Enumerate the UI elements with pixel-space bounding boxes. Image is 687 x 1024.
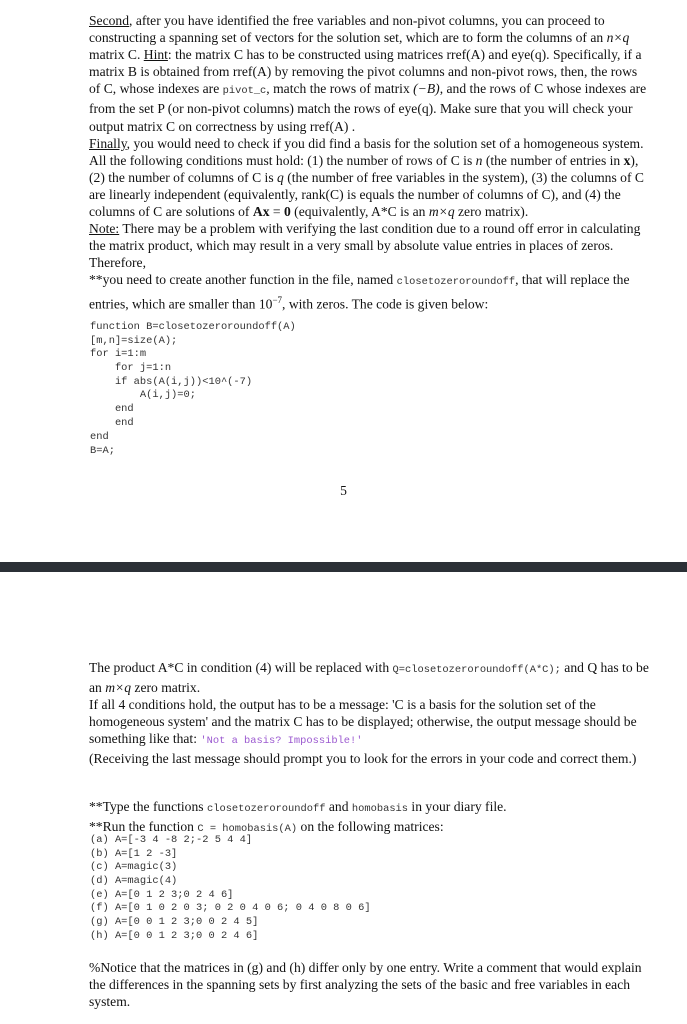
code-fn-name: closetozeroroundoff bbox=[396, 276, 516, 289]
lead-note: Note: bbox=[89, 221, 120, 237]
matrix-item: (c) A=magic(3) bbox=[90, 861, 178, 874]
math-nxq: n×q bbox=[606, 30, 630, 46]
text-span: , you would need to check if you did find a basis for the solution set of a homogeneous system. All the following conditions must hold: (1) the number of rows of C is bbox=[89, 135, 644, 168]
code-line: for j=1:n bbox=[90, 362, 172, 375]
code-line: end bbox=[90, 416, 134, 429]
code-line: end bbox=[90, 403, 134, 416]
matrix-item: (d) A=magic(4) bbox=[90, 875, 178, 888]
instructions-block-1 bbox=[89, 12, 649, 312]
paragraph-type-functions bbox=[89, 798, 649, 818]
math-neg-b: (−B) bbox=[413, 81, 440, 97]
text-span: ), (2) the number of columns of C is bbox=[89, 152, 639, 185]
paragraph-receiving: (Receiving the last message should prompt you to look for the errors in your code and correct them.) bbox=[89, 751, 637, 767]
document-page-2 bbox=[0, 572, 687, 1024]
exponent: −7 bbox=[272, 294, 283, 305]
text-span: **you need to create another function in the file, named bbox=[89, 272, 397, 288]
code-listing-tail bbox=[90, 431, 115, 458]
lead-second: Second bbox=[89, 13, 130, 28]
matrix-item: (g) A=[0 0 1 2 3;0 0 2 4 5] bbox=[90, 916, 259, 929]
code-line: for i=1:m bbox=[90, 348, 147, 361]
code-q-assign: Q=closetozeroroundoff(A*C); bbox=[392, 664, 561, 676]
code-line: function B=closetozeroroundoff(A) bbox=[90, 321, 296, 333]
matrix-item: (e) A=[0 1 2 3;0 2 4 6] bbox=[90, 888, 234, 901]
text-span: zero matrix). bbox=[454, 204, 529, 220]
lead-hint: Hint bbox=[143, 47, 168, 63]
paragraph-product bbox=[89, 659, 649, 696]
math-zero: 0 bbox=[283, 204, 291, 220]
text-span: , that will replace the entries, which are smaller than 10 bbox=[89, 272, 630, 312]
text-span: on the following matrices: bbox=[297, 819, 444, 835]
text-span: (the number of entries in bbox=[482, 152, 624, 168]
code-fn2: homobasis bbox=[351, 803, 409, 815]
math-mxq: m×q bbox=[428, 204, 455, 220]
math-x: x bbox=[623, 152, 631, 168]
matrix-item: (a) A=[-3 4 -8 2;-2 5 4 4] bbox=[90, 834, 253, 846]
code-message: 'Not a basis? Impossible!' bbox=[200, 735, 363, 748]
matrix-item: (b) A=[1 2 -3] bbox=[90, 847, 178, 860]
code-line: A(i,j)=0; bbox=[90, 389, 197, 402]
instructions-block-4 bbox=[89, 959, 649, 1010]
text-span: , after you have identified the free variables and non-pivot columns, you can proceed to constructing a spanning set of vectors for the solution set, which are to form the columns of an bbox=[89, 13, 607, 46]
text-span: **Run the function bbox=[89, 819, 198, 835]
text-span: in your diary file. bbox=[408, 799, 507, 814]
math-n: n bbox=[475, 152, 483, 168]
text-span: = bbox=[269, 204, 284, 220]
text-span: , match the rows of matrix bbox=[266, 81, 414, 97]
code-fn1: closetozeroroundoff bbox=[206, 803, 326, 815]
code-pivot-c: pivot_c bbox=[222, 85, 267, 98]
matrix-item: (f) A=[0 1 0 2 0 3; 0 2 0 4 0 6; 0 4 0 8 0 6] bbox=[90, 902, 371, 915]
page-divider bbox=[0, 562, 687, 572]
paragraph-finally bbox=[89, 135, 649, 220]
text-span: The product A*C in condition (4) will be replaced with bbox=[89, 660, 393, 675]
paragraph-conditions bbox=[89, 696, 649, 750]
lead-finally: Finally bbox=[89, 135, 127, 151]
code-line: [m,n]=size(A); bbox=[90, 334, 178, 347]
paragraph-notice: %Notice that the matrices in (g) and (h) differ only by one entry. Write a comment that would explain the differences in the spanning sets by first analyzing the sets of the basic and free variables in each system. bbox=[89, 960, 642, 1010]
text-span: If all 4 conditions hold, the output has to be a message: 'C is a basis for the solution set of the homogeneous system' and the matrix C has to be displayed; otherwise, the output message should be something like that: bbox=[89, 697, 637, 747]
instructions-block-2 bbox=[89, 659, 649, 768]
paragraph-second bbox=[89, 12, 649, 135]
code-listing bbox=[90, 321, 296, 431]
text-span: : the matrix C has to be constructed using matrices rref(A) and eye(q). Specifically, if a matrix B is obtained from rref(A) by removing the pivot columns and non-pivot rows, then, the rows of C, whose indexes are bbox=[89, 47, 642, 97]
code-homobasis-call: C = homobasis(A) bbox=[197, 823, 298, 836]
matrix-item: (h) A=[0 0 1 2 3;0 0 2 4 6] bbox=[90, 929, 259, 942]
matrix-list bbox=[90, 834, 371, 944]
instructions-block-3 bbox=[89, 798, 649, 838]
text-span: and bbox=[325, 799, 352, 814]
text-span: (the number of free variables in the system), (3) the columns of C are linearly independent (equivalently, rank(C) is equals the number of columns of C), and (4) the columns of C are solutions of bbox=[89, 169, 644, 220]
text-span: (equivalently, A*C is an bbox=[290, 204, 429, 220]
page-number: 5 bbox=[340, 483, 347, 498]
text-span: and Q has to be an bbox=[89, 660, 649, 696]
text-span: , with zeros. The code is given below: bbox=[282, 296, 489, 312]
paragraph-note bbox=[89, 220, 649, 271]
text-span: matrix C. bbox=[89, 47, 144, 63]
math-mxq: m×q bbox=[105, 680, 132, 696]
code-line: if abs(A(i,j))<10^(-7) bbox=[90, 375, 253, 388]
math-q: q bbox=[277, 169, 284, 185]
code-line: B=A; bbox=[90, 444, 115, 457]
text-span: , and the rows of C whose indexes are from the set P (or non-pivot columns) match the rows of eye(q). Make sure that you will check your output matrix C on correctness by using rref(A) . bbox=[89, 81, 647, 134]
paragraph-create-function bbox=[89, 271, 649, 312]
math-ax: Ax bbox=[252, 204, 270, 220]
text-span: **Type the functions bbox=[89, 799, 207, 814]
code-line: end bbox=[90, 431, 109, 443]
text-span: zero matrix. bbox=[131, 680, 201, 696]
text-span: There may be a problem with verifying the last condition due to a round off error in calculating the matrix product, which may result in a very small by absolute value entries in places of zeros. Therefore, bbox=[89, 221, 641, 271]
